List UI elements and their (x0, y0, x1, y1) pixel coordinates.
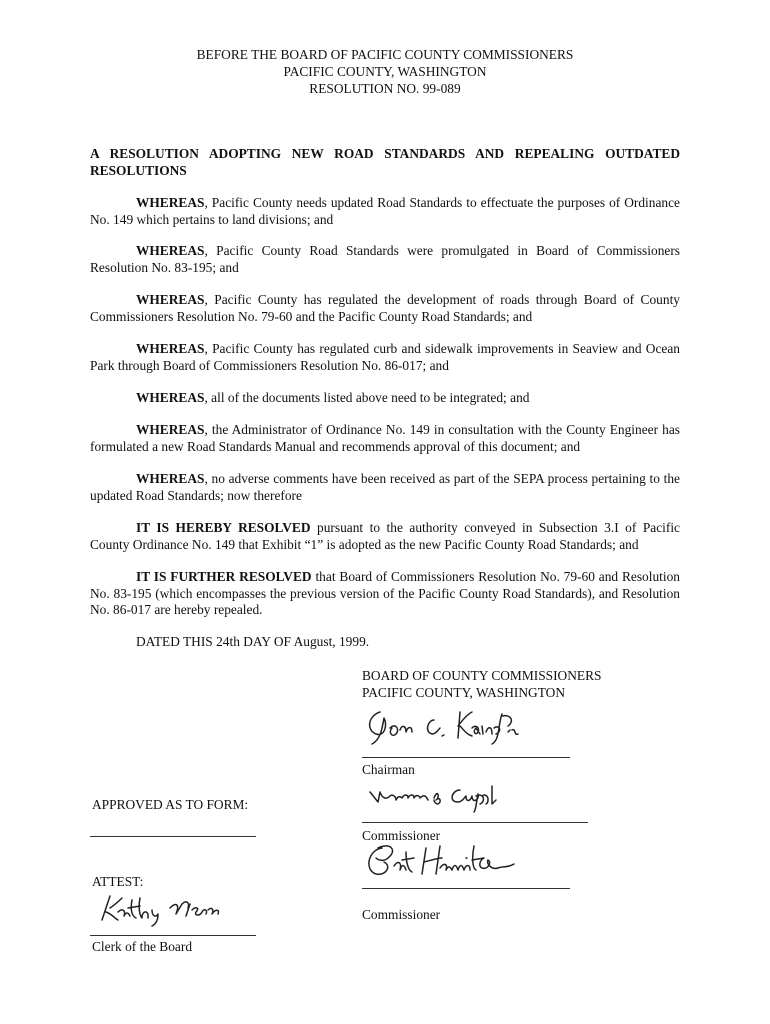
chairman-signature-line (362, 757, 570, 758)
clerk-signature-line (90, 935, 256, 936)
whereas-paragraph-7 (90, 471, 680, 504)
resolved-paragraph-2 (90, 569, 680, 619)
resolution-title: A RESOLUTION ADOPTING NEW ROAD STANDARDS AND REPEALING OUTDATED RESOLUTIONS (90, 146, 680, 178)
commissioner-1-signature (368, 782, 518, 814)
paragraph-lead: WHEREAS (136, 422, 205, 437)
paragraph-lead: WHEREAS (136, 243, 205, 258)
whereas-paragraph-2 (90, 243, 680, 276)
paragraph-text: , Pacific County needs updated Road Standards to effectuate the purposes of Ordinance No. 149 which pertains to land divisions; and (90, 195, 680, 227)
commissioner-1-label: Commissioner (362, 828, 441, 843)
header-line-1: BEFORE THE BOARD OF PACIFIC COUNTY COMMISSIONERS (196, 47, 574, 62)
clerk-of-the-board-label: Clerk of the Board (92, 939, 193, 954)
paragraph-text: , all of the documents listed above need to be integrated; and (204, 390, 530, 405)
approved-as-to-form-label: APPROVED AS TO FORM: (92, 797, 249, 812)
document-header (0, 46, 770, 97)
paragraph-text: pursuant to the authority conveyed in Subsection 3.I of Pacific County Ordinance No. 149 that Exhibit “1” is adopted as the new Pacific County Road Standards; and (90, 520, 680, 552)
paragraph-text: , Pacific County has regulated the development of roads through Board of County Commissioners Resolution No. 79-60 and the Pacific County Road Standards; and (90, 292, 680, 324)
approved-as-to-form-signature-line (90, 836, 256, 837)
clerk-signature (96, 892, 236, 926)
paragraph-text: , Pacific County Road Standards were promulgated in Board of Commissioners Resolution No. 83-195; and (90, 243, 680, 275)
commissioner-2-label: Commissioner (362, 907, 441, 922)
paragraph-text: , the Administrator of Ordinance No. 149 in consultation with the County Engineer has formulated a new Road Standards Manual and recommends approval of this document; and (90, 422, 680, 454)
whereas-paragraph-6 (90, 422, 680, 455)
dated-line: DATED THIS 24th DAY OF August, 1999. (136, 634, 370, 649)
whereas-paragraph-3 (90, 292, 680, 325)
header-line-2: PACIFIC COUNTY, WASHINGTON (283, 64, 487, 79)
commissioner-1-signature-line (362, 822, 588, 823)
paragraph-text: that Board of Commissioners Resolution No. 79-60 and Resolution No. 83-195 (which encompasses the previous version of the Pacific County Road Standards), and Resolution No. 86-017 are hereby repealed. (90, 569, 680, 617)
board-heading (362, 668, 662, 701)
paragraph-lead: WHEREAS (136, 292, 205, 307)
chairman-signature (362, 702, 522, 748)
paragraph-lead: WHEREAS (136, 341, 205, 356)
paragraph-lead: WHEREAS (136, 390, 205, 405)
commissioner-2-signature (362, 840, 522, 880)
attest-label: ATTEST: (92, 874, 144, 889)
whereas-paragraph-5 (90, 390, 680, 407)
resolved-paragraph-1 (90, 520, 680, 553)
whereas-paragraph-1 (90, 195, 680, 228)
paragraph-lead: WHEREAS (136, 471, 205, 486)
paragraph-text: , no adverse comments have been received as part of the SEPA process pertaining to the updated Road Standards; now therefore (90, 471, 680, 503)
chairman-label: Chairman (362, 762, 415, 777)
resolution-number: RESOLUTION NO. 99-089 (309, 81, 461, 96)
board-line-1: BOARD OF COUNTY COMMISSIONERS (362, 668, 602, 683)
whereas-paragraph-4 (90, 341, 680, 374)
commissioner-2-signature-line (362, 888, 570, 889)
paragraph-text: , Pacific County has regulated curb and sidewalk improvements in Seaview and Ocean Park through Board of Commissioners Resolution No. 86-017; and (90, 341, 680, 373)
board-line-2: PACIFIC COUNTY, WASHINGTON (362, 684, 566, 700)
paragraph-lead: IT IS HEREBY RESOLVED (136, 520, 311, 535)
paragraph-lead: WHEREAS (136, 195, 205, 210)
paragraph-lead: IT IS FURTHER RESOLVED (136, 569, 312, 584)
